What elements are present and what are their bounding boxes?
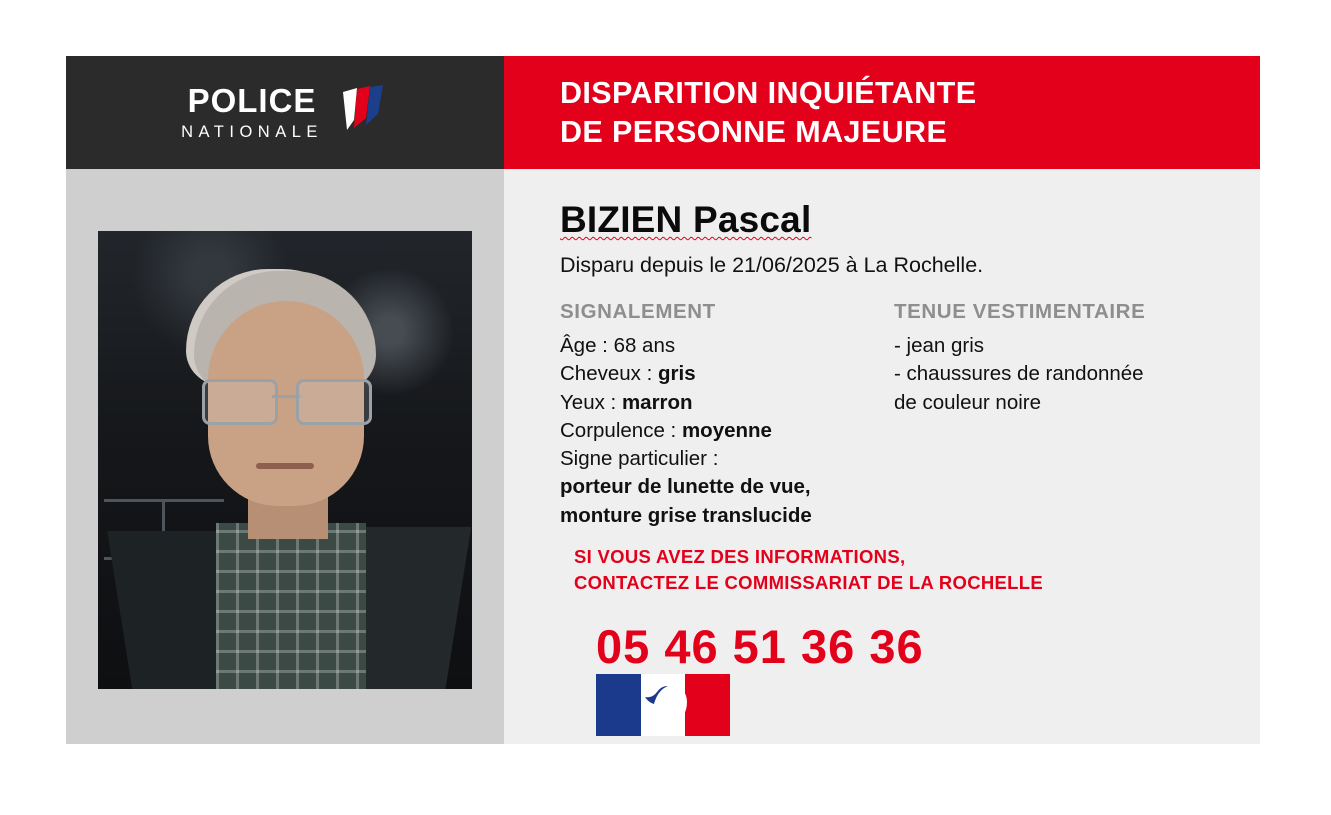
- signalement-column: [560, 300, 860, 530]
- field-cheveux-value: gris: [658, 362, 696, 386]
- police-nationale-logo-icon: [337, 84, 389, 136]
- field-signe-particulier-label: Signe particulier :: [560, 447, 719, 471]
- photo-glasses: [202, 379, 372, 419]
- details-columns: [560, 300, 1234, 530]
- field-corpulence-label: Corpulence :: [560, 418, 682, 442]
- poster-title-line-1: DISPARITION INQUIÉTANTE: [560, 76, 977, 111]
- footer-emblem-area: [560, 674, 1234, 745]
- brand-nationale-label: NATIONALE: [181, 123, 323, 142]
- field-age-value: 68 ans: [613, 334, 676, 357]
- poster-title-line-2: DE PERSONNE MAJEURE: [560, 114, 948, 149]
- police-brand-block: [66, 56, 504, 169]
- contact-line-1: SI VOUS AVEZ DES INFORMATIONS,: [574, 545, 906, 567]
- photo-lens-left: [202, 379, 278, 425]
- photo-lens-right: [296, 379, 372, 425]
- photo-shirt: [216, 523, 366, 689]
- information-pane: [504, 169, 1260, 744]
- field-cheveux: [560, 360, 860, 388]
- field-yeux-label: Yeux :: [560, 390, 622, 414]
- missing-person-photo: [98, 231, 472, 689]
- poster-body: [66, 169, 1260, 744]
- field-corpulence-value: moyenne: [681, 418, 772, 442]
- tenue-item-3: de couleur noire: [894, 390, 1042, 414]
- contact-instructions: [560, 544, 1234, 597]
- poster-header: [66, 56, 1260, 169]
- contact-line-2: CONTACTEZ LE COMMISSARIAT DE LA ROCHELLE: [574, 572, 1043, 594]
- disappearance-statement: Disparu depuis le 21/06/2025 à La Rochelle.: [560, 253, 984, 277]
- signe-particulier-text: porteur de lunette de vue, monture grise translucide: [560, 475, 812, 527]
- tenue-column: [894, 300, 1224, 530]
- marianne-french-republic-logo-icon: [596, 674, 730, 736]
- person-name: BIZIEN Pascal: [560, 199, 812, 240]
- police-brand: [181, 84, 389, 142]
- field-corpulence: [560, 417, 860, 445]
- field-signe-particulier-value: [560, 473, 860, 530]
- field-yeux: [560, 389, 860, 417]
- field-yeux-value: marron: [621, 390, 693, 414]
- field-cheveux-label: Cheveux :: [560, 362, 658, 386]
- photo-pane: [66, 169, 504, 744]
- brand-police-label: POLICE: [187, 82, 317, 120]
- missing-person-poster: [66, 56, 1260, 744]
- tenue-item-2: - chaussures de randonnée: [894, 362, 1144, 386]
- tenue-title: TENUE VESTIMENTAIRE: [894, 300, 1146, 323]
- contact-phone-number[interactable]: 05 46 51 36 36: [596, 619, 924, 673]
- signalement-title: SIGNALEMENT: [560, 300, 716, 323]
- field-age-label: Âge :: [560, 334, 614, 357]
- tenue-item-1: - jean gris: [894, 334, 985, 357]
- field-age: [560, 332, 860, 360]
- photo-mouth: [256, 463, 314, 469]
- police-brand-text: [181, 84, 323, 141]
- poster-title-banner: [504, 56, 1260, 169]
